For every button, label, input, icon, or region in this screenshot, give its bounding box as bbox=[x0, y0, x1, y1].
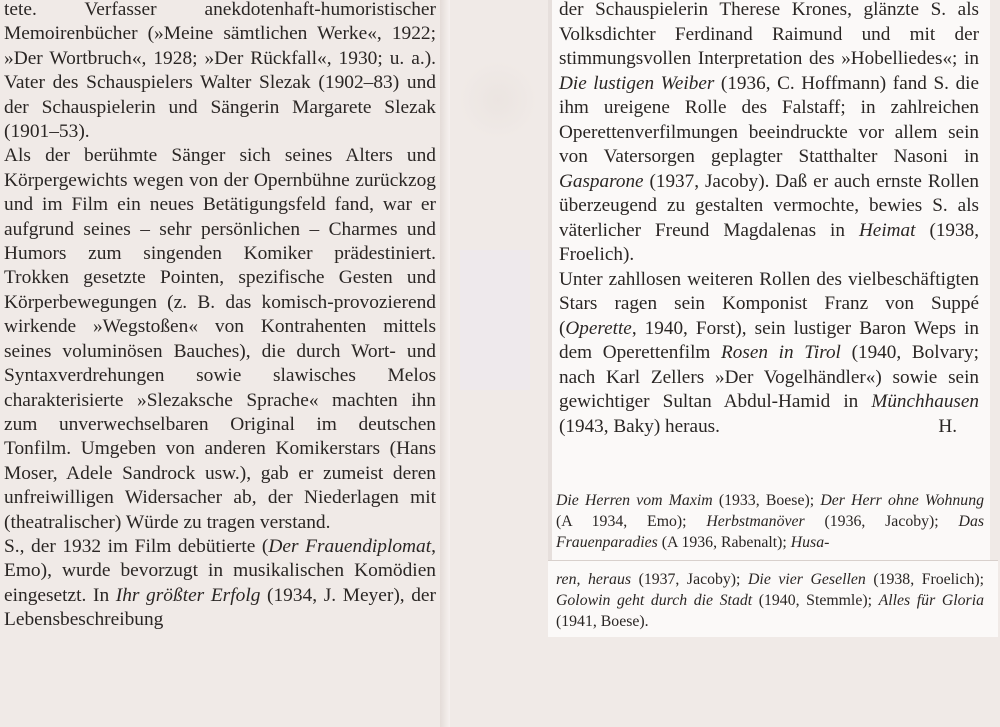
film-info: (1933, Boese); bbox=[712, 492, 821, 509]
left-text-column bbox=[4, 0, 436, 633]
film-title: Die Herren vom Maxim bbox=[556, 492, 713, 509]
film-info: (1937, Jacoby); bbox=[631, 571, 749, 588]
film-info: (A 1936, Rabenalt); bbox=[657, 534, 791, 551]
film-info: (1940, Stemmle); bbox=[752, 592, 879, 609]
film-title: Gasparone bbox=[559, 170, 644, 192]
film-info: (1941, Boese). bbox=[556, 613, 649, 630]
text-run: (1938, Froelich). bbox=[559, 219, 979, 265]
right-paragraph-1 bbox=[559, 0, 979, 268]
film-title: Das Frauenparadies bbox=[556, 513, 984, 551]
film-title: Heimat bbox=[858, 219, 916, 241]
text-run: S., der 1932 im Film debütierte ( bbox=[4, 535, 269, 557]
text-run: der Schauspielerin Therese Krones, glänzte S. als Volksdichter Ferdinand Raimund und mit der stimmungsvollen Interpretation des »Hobelliedes«; in bbox=[559, 0, 979, 69]
film-title: Die vier Gesellen bbox=[748, 571, 866, 588]
film-title: Münchhausen bbox=[871, 391, 979, 412]
text-run: (1937, Jacoby). Daß er auch ernste Rollen überzeugend zu gestalten vermochte, bewies S. als väterlicher Freund Magdalenas in bbox=[559, 170, 979, 241]
filmography-continued bbox=[556, 569, 984, 632]
bleed-through-mark bbox=[458, 60, 538, 140]
right-paragraph-2 bbox=[559, 268, 979, 440]
author-signature: H. bbox=[938, 416, 957, 437]
text-run: (1943, Baky) heraus. bbox=[559, 415, 720, 437]
text-run: (1940, Bolvary; nach Karl Zellers »Der Vogelhändler«) sowie sein gewichtiger Sultan Abdul-Hamid in bbox=[559, 342, 979, 412]
text-run: Unter zahllosen weiteren Rollen des vielbeschäftigten Stars ragen sein Komponist Franz von Suppé ( bbox=[559, 268, 979, 339]
film-info: (A 1934, Emo); bbox=[556, 513, 707, 530]
left-paragraph-1: tete. Verfasser anekdotenhaft-humoristischer Memoirenbücher (»Meine sämtlichen Werke«, 1922; »Der Wortbruch«, 1928; »Der Rückfall«, 1930; u. a.). Vater des Schauspielers Walter Slezak (1902–83) und der Schauspielerin und Sängerin Margarete Slezak (1901–53). bbox=[4, 0, 436, 143]
text-run: , 1940, Forst), sein lustiger Baron Weps in dem Operettenfilm bbox=[559, 317, 979, 363]
film-title: Der Herr ohne Wohnung bbox=[820, 492, 985, 509]
film-title: Ihr größter Erfolg bbox=[115, 584, 261, 606]
text-run: , Emo), wurde bevorzugt in musikalischen Komödien eingesetzt. In bbox=[4, 535, 436, 606]
film-title: Husa- bbox=[790, 534, 830, 551]
pasted-filmography-strip bbox=[548, 560, 998, 637]
right-text-column bbox=[559, 0, 979, 440]
film-title: Der Frauendiplomat bbox=[268, 535, 432, 557]
film-info: (1938, Froelich); bbox=[865, 571, 985, 588]
film-title: Golowin geht durch die Stadt bbox=[556, 592, 753, 609]
gutter-shadow bbox=[440, 0, 450, 727]
text-run: (1934, J. Meyer), der Lebensbeschreibung bbox=[4, 584, 436, 631]
film-title: Operette bbox=[565, 317, 632, 339]
film-title: Rosen in Tirol bbox=[721, 342, 841, 363]
text-run: (1936, C. Hoffmann) fand S. die ihm ureigene Rolle des Falstaff; in zahlreichen Operettenverfilmungen beeindruckte vor allem sein von Vatersorgen geplagter Statthalter Nasoni in bbox=[559, 72, 980, 167]
bleed-through-stain bbox=[460, 250, 530, 390]
film-title: Alles für Gloria bbox=[878, 592, 984, 609]
left-paragraph-2: Als der berühmte Sänger sich seines Alters und Körpergewichts wegen von der Opernbühne zurückzog und im Film ein neues Betätigungsfeld fand, war er aufgrund seines – sehr persönlichen – Charmes und Humors zum singenden Komiker prädestiniert. Trokken gesetzte Pointen, spezifische Gesten und Körperbewegungen (z. B. das komisch-provozierend wirkende »Wegstoßen« von Kontrahenten mittels seines voluminösen Bauches), die durch Wort- und Syntaxverdrehungen sowie slawisches Melos charakterisierte »Slezaksche Sprache« machten ihn zum unverwechselbaren Original im deutschen Tonfilm. Umgeben von anderen Komikerstars (Hans Moser, Adele Sandrock usw.), gab er zumeist deren unfreiwilligen Widersacher ab, der Niederlagen mit (theatralischer) Würde zu tragen verstand. bbox=[4, 145, 436, 533]
filmography-block bbox=[556, 490, 984, 553]
film-title: ren, heraus bbox=[556, 571, 631, 588]
film-info: (1936, Jacoby); bbox=[804, 513, 959, 530]
left-paragraph-3 bbox=[4, 535, 436, 633]
film-title: Die lustigen Weiber bbox=[559, 72, 715, 94]
film-title: Herbstmanöver bbox=[706, 513, 805, 530]
